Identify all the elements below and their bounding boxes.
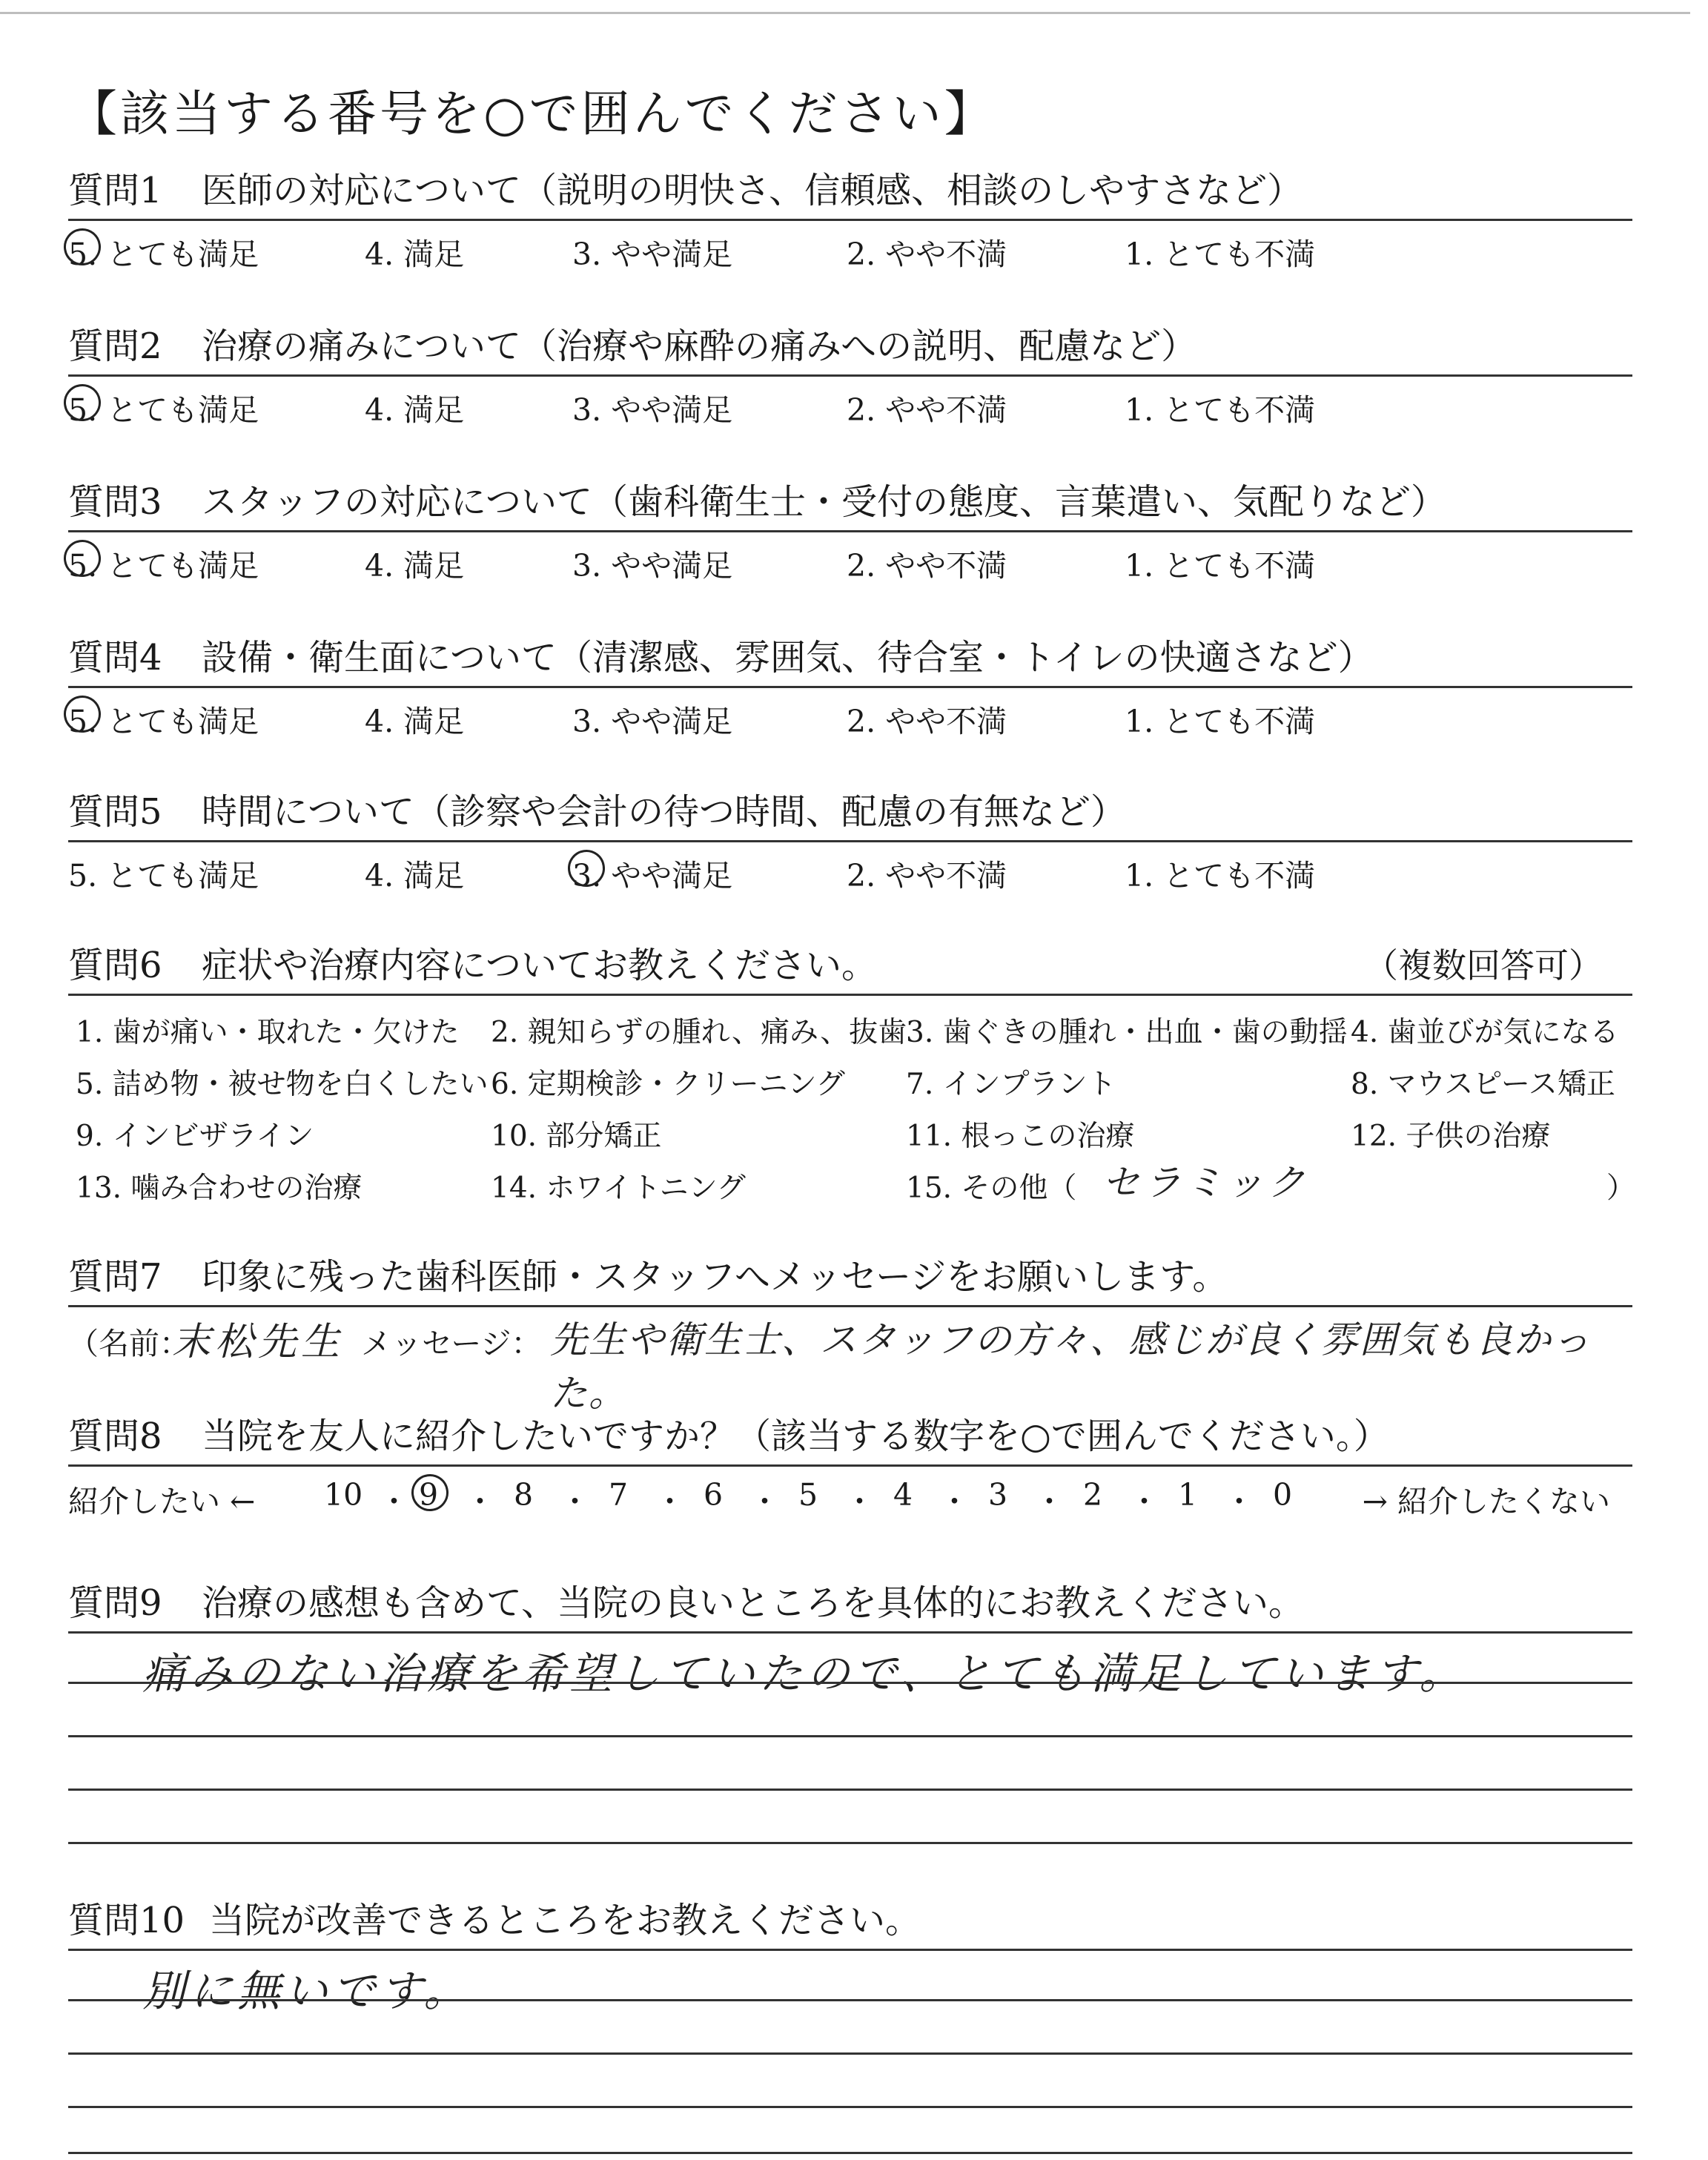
rating-option[interactable]: 5. とても満足 <box>68 548 259 584</box>
question-7 <box>68 1253 1632 1415</box>
question-number: 質問8 <box>68 1416 162 1457</box>
symptom-option[interactable]: 9. インビザライン <box>76 1120 314 1153</box>
scale-left-label: 紹介したい ← <box>68 1484 256 1519</box>
scale-separator: ・ <box>560 1484 590 1519</box>
question-8 <box>68 1413 1632 1519</box>
symptom-option[interactable]: 11. 根っこの治療 <box>906 1120 1135 1153</box>
scale-separator: ・ <box>844 1484 875 1519</box>
question-text: 治療の感想も含めて、当院の良いところを具体的にお教えください。 <box>202 1582 1305 1624</box>
rating-option[interactable]: 5. とても満足 <box>68 858 259 894</box>
rating-option[interactable]: 5. とても満足 <box>68 392 259 428</box>
question-number: 質問1 <box>68 170 162 211</box>
rating-option[interactable]: 2. やや不満 <box>847 392 1007 428</box>
question-text: 当院が改善できるところをお教えください。 <box>209 1900 921 1941</box>
question-text: スタッフの対応について（歯科衛生士・受付の態度、言葉遣い、気配りなど） <box>202 481 1447 523</box>
rating-option[interactable]: 2. やや不満 <box>847 548 1007 584</box>
writing-line <box>68 1999 1632 2001</box>
top-border <box>0 12 1690 14</box>
question-4 <box>68 634 1632 740</box>
question-number: 質問9 <box>68 1582 162 1624</box>
rating-option[interactable]: 5. とても満足 <box>68 704 259 739</box>
rating-option[interactable]: 3. やや満足 <box>572 548 733 584</box>
scale-separator: ・ <box>1034 1484 1065 1519</box>
symptom-option[interactable]: 1. 歯が痛い・取れた・欠けた <box>76 1016 460 1049</box>
answer-text: 別に無いです。 <box>142 1966 471 2016</box>
symptom-option[interactable]: 12. 子供の治療 <box>1351 1120 1551 1153</box>
rating-option[interactable]: 2. やや不満 <box>847 704 1007 739</box>
symptom-option[interactable]: 15. その他（ <box>906 1172 1077 1205</box>
question-rule <box>68 994 1632 996</box>
symptom-option[interactable]: 2. 親知らずの腫れ、痛み、抜歯 <box>491 1016 907 1049</box>
question-number: 質問7 <box>68 1256 162 1298</box>
scale-separator: ・ <box>465 1484 495 1519</box>
rating-options <box>68 221 1632 273</box>
rating-option[interactable]: 2. やや不満 <box>847 858 1007 894</box>
scale-value[interactable]: 10 <box>324 1477 363 1513</box>
rating-option[interactable]: 1. とても不満 <box>1125 548 1316 584</box>
scale-value[interactable]: 4 <box>893 1477 913 1513</box>
rating-option[interactable]: 2. やや不満 <box>847 237 1007 272</box>
symptom-option[interactable]: 6. 定期検診・クリーニング <box>491 1068 845 1101</box>
rating-option[interactable]: 1. とても不満 <box>1125 237 1316 272</box>
rating-option[interactable]: 5. とても満足 <box>68 237 259 272</box>
rating-option[interactable]: 1. とても不満 <box>1125 858 1316 894</box>
scale-separator: ・ <box>1129 1484 1159 1519</box>
question-9 <box>68 1579 1632 1699</box>
rating-option[interactable]: 4. 満足 <box>365 858 465 894</box>
scale-value[interactable]: 0 <box>1273 1477 1293 1513</box>
other-close-paren: ） <box>1606 1172 1636 1205</box>
rating-options <box>68 377 1632 429</box>
scale-separator: ・ <box>1224 1484 1254 1519</box>
scale-value[interactable]: 9 <box>419 1477 439 1513</box>
symptom-option[interactable]: 10. 部分矯正 <box>491 1120 662 1153</box>
scale-value[interactable]: 3 <box>988 1477 1008 1513</box>
question-number: 質問10 <box>68 1900 185 1941</box>
scale-separator: ・ <box>939 1484 970 1519</box>
symptom-option[interactable]: 3. 歯ぐきの腫れ・出血・歯の動揺 <box>906 1016 1348 1049</box>
answer-text: 痛みのない治療を希望していたので、とても満足しています。 <box>142 1648 1467 1699</box>
rating-option[interactable]: 4. 満足 <box>365 548 465 584</box>
question-text: 設備・衛生面について（清潔感、雰囲気、待合室・トイレの快適さなど） <box>202 637 1374 678</box>
writing-line <box>68 2106 1632 2108</box>
rating-option[interactable]: 3. やや満足 <box>572 858 733 894</box>
rating-options <box>68 842 1632 894</box>
writing-line <box>68 1682 1632 1684</box>
question-text: 治療の痛みについて（治療や麻酔の痛みへの説明、配慮など） <box>202 326 1197 367</box>
rating-options <box>68 532 1632 584</box>
scale-value[interactable]: 8 <box>514 1477 534 1513</box>
question-5 <box>68 788 1632 894</box>
symptom-option[interactable]: 4. 歯並びが気になる <box>1351 1016 1619 1049</box>
question-number: 質問2 <box>68 326 162 367</box>
scale-value[interactable]: 2 <box>1083 1477 1103 1513</box>
rating-options <box>68 688 1632 740</box>
question-text: 医師の対応について（説明の明快さ、信頼感、相談のしやすさなど） <box>202 170 1303 211</box>
rating-option[interactable]: 4. 満足 <box>365 392 465 428</box>
scale-value[interactable]: 6 <box>704 1477 724 1513</box>
question-number: 質問6 <box>68 945 162 986</box>
name-label: （名前： <box>68 1326 190 1361</box>
scale-separator: ・ <box>655 1484 685 1519</box>
message-label: メッセージ： <box>361 1326 542 1361</box>
rating-option[interactable]: 1. とても不満 <box>1125 704 1316 739</box>
writing-line <box>68 2052 1632 2055</box>
question-text: 印象に残った歯科医師・スタッフへメッセージをお願いします。 <box>202 1256 1228 1298</box>
writing-line <box>68 1842 1632 1844</box>
writing-line <box>68 1789 1632 1791</box>
rating-option[interactable]: 3. やや満足 <box>572 704 733 739</box>
writing-line <box>68 1735 1632 1737</box>
symptom-option[interactable]: 14. ホワイトニング <box>491 1172 746 1205</box>
rating-option[interactable]: 3. やや満足 <box>572 392 733 428</box>
rating-option[interactable]: 4. 満足 <box>365 704 465 739</box>
rating-option[interactable]: 3. やや満足 <box>572 237 733 272</box>
scale-separator: ・ <box>749 1484 780 1519</box>
question-text: 症状や治療内容についてお教えください。 <box>202 945 878 986</box>
recommend-scale <box>68 1467 1632 1519</box>
question-number: 質問3 <box>68 481 162 523</box>
symptom-option[interactable]: 8. マウスピース矯正 <box>1351 1068 1615 1101</box>
question-10 <box>68 1897 1632 2016</box>
question-rule <box>68 1631 1632 1634</box>
scale-right-label: → 紹介したくない <box>1362 1484 1610 1519</box>
scale-value[interactable]: 1 <box>1178 1477 1198 1513</box>
symptom-option[interactable]: 7. インプラント <box>906 1068 1116 1101</box>
symptom-option[interactable]: 13. 噛み合わせの治療 <box>76 1172 363 1205</box>
other-answer: セラミック <box>1102 1161 1309 1204</box>
symptom-option[interactable]: 5. 詰め物・被せ物を白くしたい <box>76 1068 489 1101</box>
multiple-answer-note: （複数回答可） <box>1364 945 1603 985</box>
question-text: 当院を友人に紹介したいですか？（該当する数字を○で囲んでください。） <box>202 1416 1389 1457</box>
writing-line <box>68 2152 1632 2154</box>
question-number: 質問5 <box>68 791 162 833</box>
message-answer: 先生や衛生士、スタッフの方々、感じが良く雰囲気も良かった。 <box>550 1318 1591 1415</box>
name-answer: 末松先生 <box>172 1320 345 1364</box>
rating-option[interactable]: 1. とても不満 <box>1125 392 1316 428</box>
question-2 <box>68 323 1632 429</box>
symptom-options-grid <box>68 1002 1636 1224</box>
question-1 <box>68 167 1632 273</box>
question-3 <box>68 478 1632 584</box>
question-number: 質問4 <box>68 637 162 678</box>
question-text: 時間について（診察や会計の待つ時間、配慮の有無など） <box>202 791 1127 833</box>
question-rule <box>68 1949 1632 1951</box>
question-6 <box>68 942 1636 1224</box>
scale-separator: ・ <box>379 1484 409 1519</box>
selection-circle <box>409 1472 451 1513</box>
rating-option[interactable]: 4. 満足 <box>365 237 465 272</box>
form-header: 【該当する番号を○で囲んでください】 <box>68 85 996 142</box>
scale-value[interactable]: 5 <box>798 1477 818 1513</box>
scale-value[interactable]: 7 <box>609 1477 629 1513</box>
